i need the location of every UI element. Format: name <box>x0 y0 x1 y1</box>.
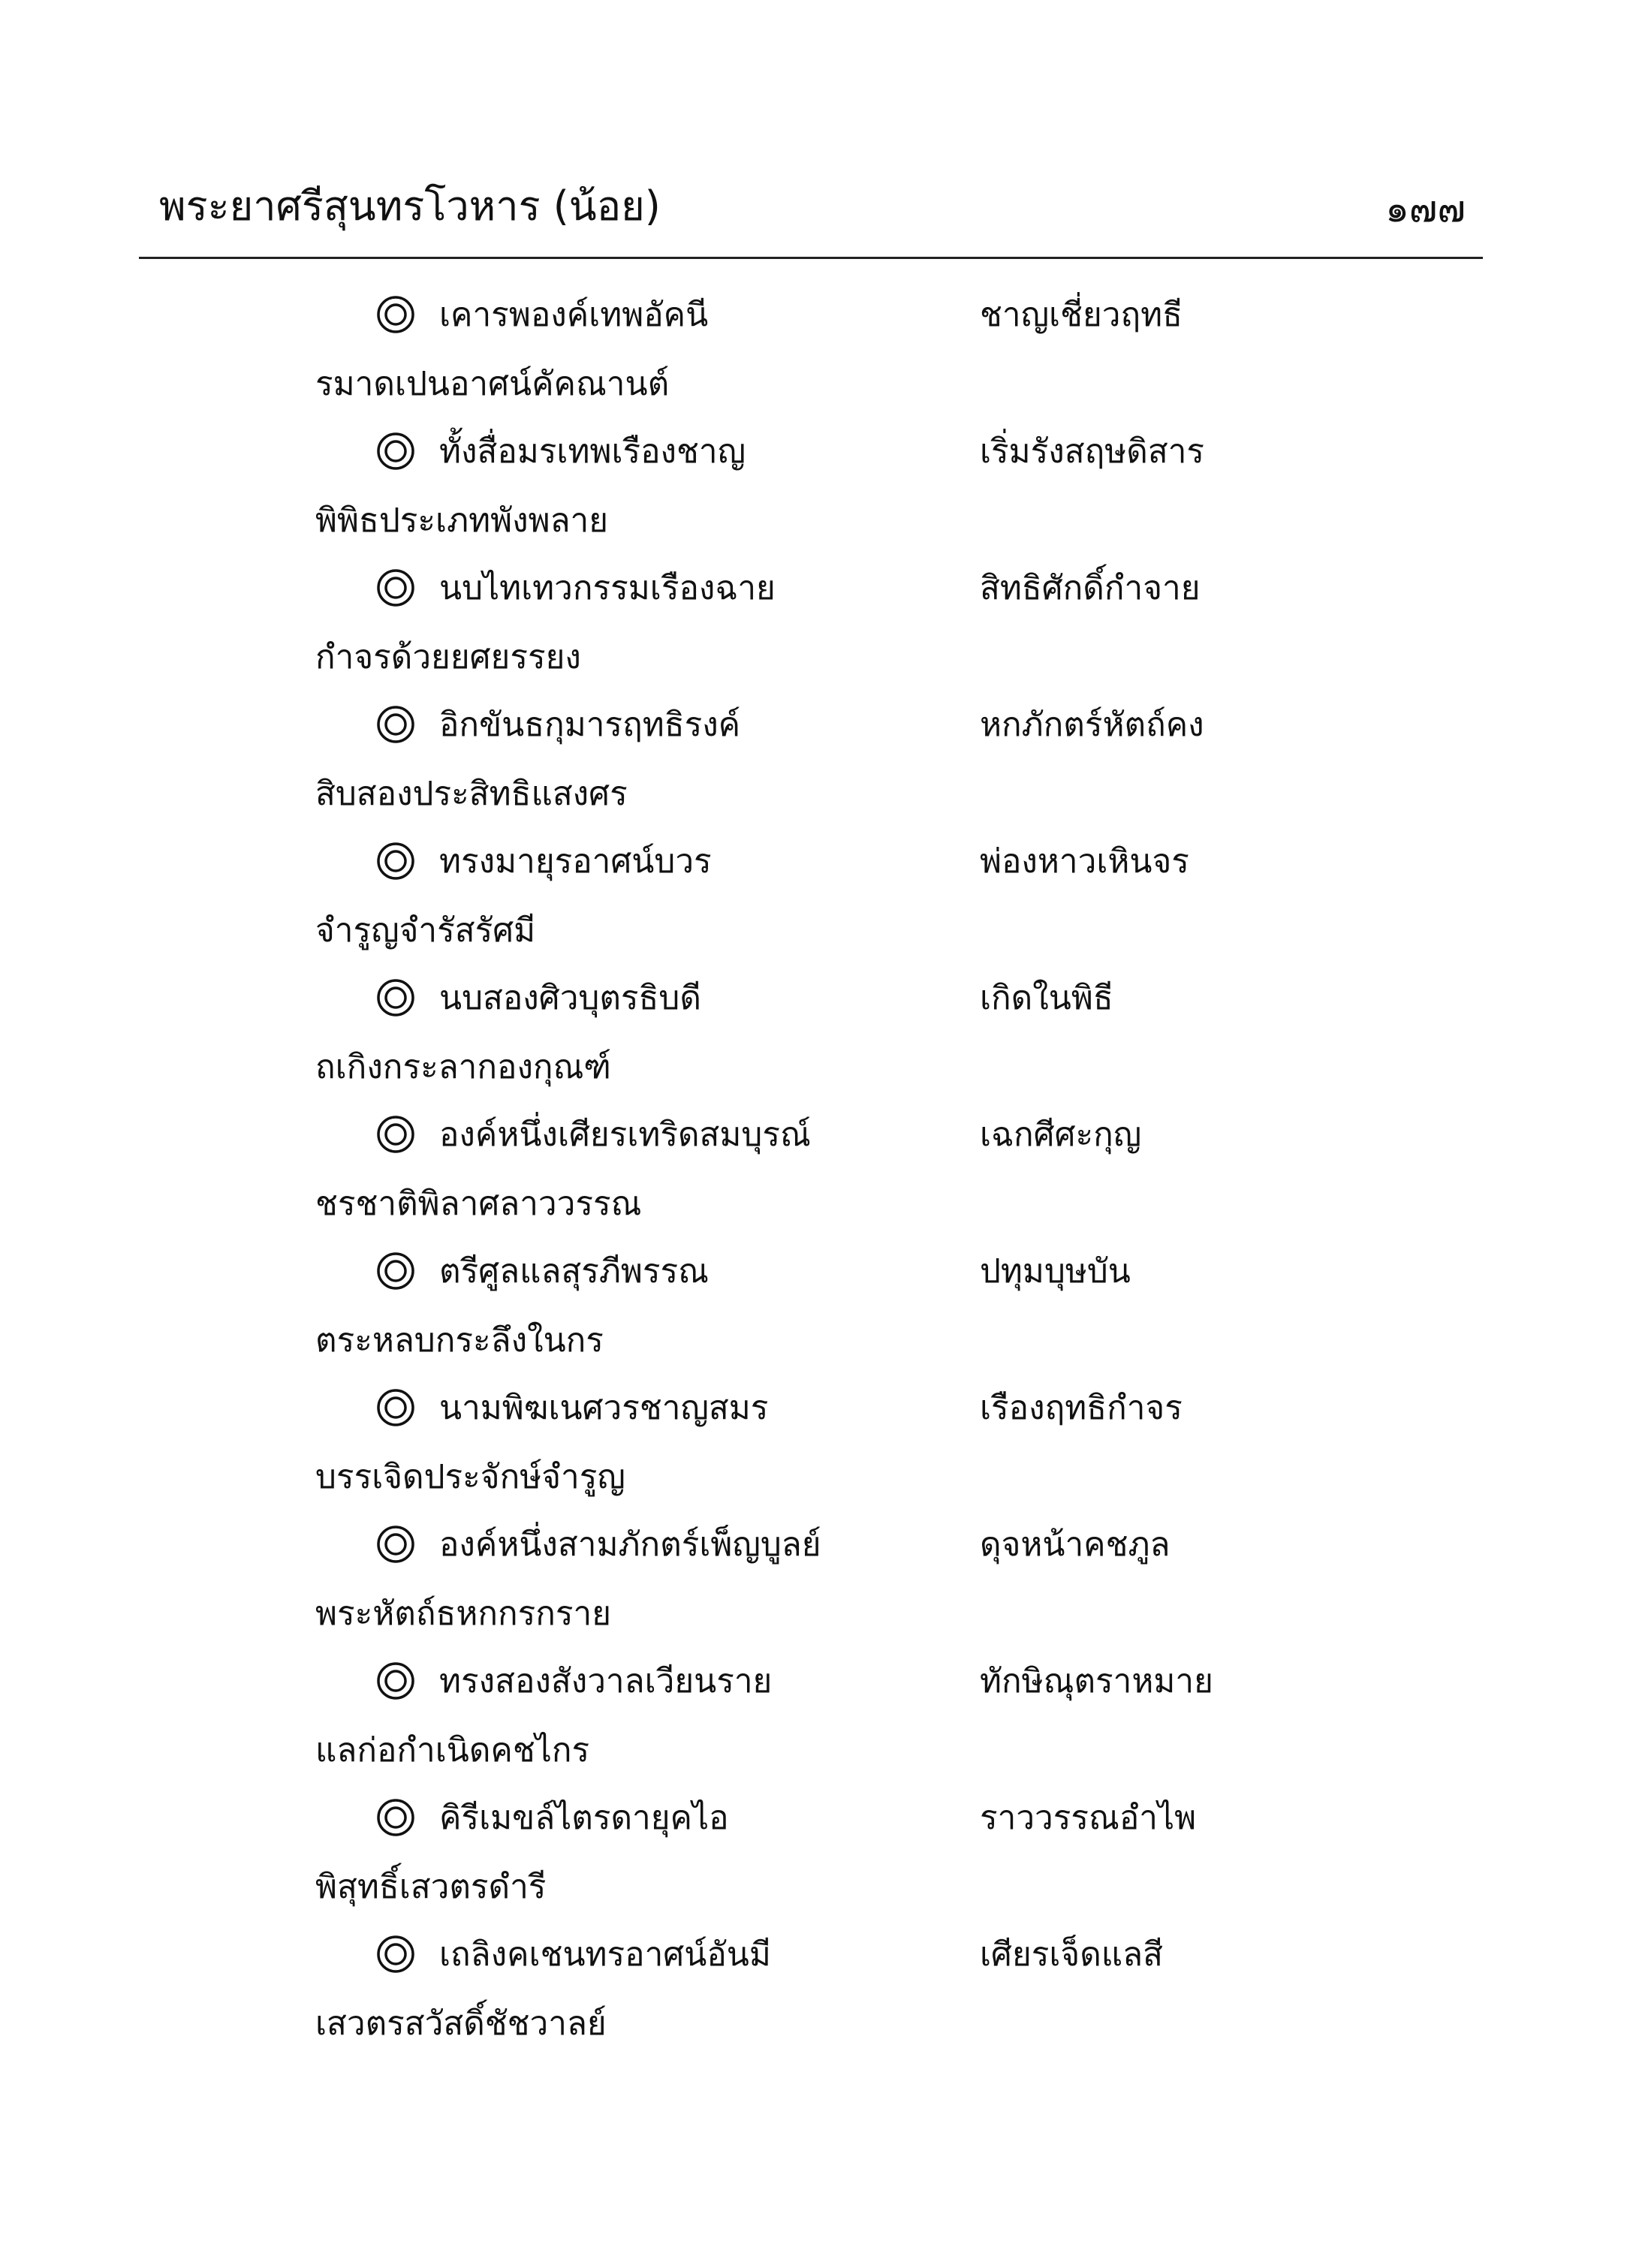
verse-continuation: แลก่อกำเนิดคชไกร <box>315 1731 590 1770</box>
stanza <box>0 1788 1627 1925</box>
verse-second-hemistich: ชาญเชี่ยวฤทธี <box>980 296 1183 334</box>
verse-first-hemistich: เคารพองค์เทพอัคนี <box>439 296 709 334</box>
bullseye-icon <box>375 841 416 881</box>
bullseye-icon <box>375 1797 416 1838</box>
stanza <box>0 832 1627 968</box>
bullseye-icon <box>375 1661 416 1701</box>
verse-continuation: จำรูญจำรัสรัศมี <box>315 911 536 950</box>
verse-line <box>0 1105 1627 1165</box>
verse-line <box>0 1788 1627 1848</box>
verse-line <box>0 285 1627 345</box>
verse-line <box>0 559 1627 619</box>
verse-second-hemistich: ดุจหน้าคชภูล <box>980 1526 1171 1564</box>
verse-continuation: ชรชาติพิลาศลาววรรณ <box>315 1185 642 1223</box>
stanza <box>0 1515 1627 1652</box>
verse-second-hemistich: เฉกศีศะกุญ <box>980 1116 1142 1154</box>
verse-continuation: เสวตรสวัสดิ์ชัชวาลย์ <box>315 2004 607 2043</box>
verse-continuation: พิสุทธิ์เสวตรดำรี <box>315 1868 547 1906</box>
verse-first-hemistich: องค์หนึ่งสามภักตร์เพ็ญบูลย์ <box>439 1526 821 1564</box>
verse-line <box>0 1925 1627 1985</box>
bullseye-icon <box>375 1251 416 1291</box>
verse-second-hemistich: ทักษิณุตราหมาย <box>980 1662 1213 1700</box>
verse-line <box>0 1515 1627 1575</box>
verse-first-hemistich: คิรีเมขล์ไตรดายุคไอ <box>439 1799 729 1837</box>
verse-continuation: รมาดเปนอาศน์คัคณานต์ <box>315 365 670 403</box>
bullseye-icon <box>375 431 416 471</box>
header-rule <box>139 257 1483 259</box>
verse-continuation: ตระหลบกระลึงในกร <box>315 1321 604 1360</box>
verse-first-hemistich: นบสองศิวบุตรธิบดี <box>439 979 701 1017</box>
verse-continuation: พิพิธประเภทพังพลาย <box>315 501 609 540</box>
verse-continuation: สิบสองประสิทธิแสงศร <box>315 775 628 813</box>
verse-first-hemistich: ทรงสองสังวาลเวียนราย <box>439 1662 773 1700</box>
verse-first-hemistich: เถลิงคเชนทรอาศน์อันมี <box>439 1935 771 1974</box>
running-header-title: พระยาศรีสุนทรโวหาร (น้อย) <box>159 182 661 230</box>
verse-continuation: บรรเจิดประจักษ์จำรูญ <box>315 1458 625 1496</box>
verse-first-hemistich: นบไทเทวกรรมเรืองฉาย <box>439 569 776 607</box>
verse-continuation: กำจรด้วยยศยรรยง <box>315 638 581 676</box>
bullseye-icon <box>375 568 416 608</box>
verse-second-hemistich: ราววรรณอำไพ <box>980 1799 1197 1837</box>
verse-continuation: พระหัตถ์ธหกกรกราย <box>315 1595 612 1633</box>
verse-second-hemistich: เกิดในพิธี <box>980 979 1113 1017</box>
bullseye-icon <box>375 1934 416 1974</box>
verse-line <box>0 968 1627 1029</box>
verse-second-hemistich: สิทธิศักดิ์กำจาย <box>980 569 1201 607</box>
stanza <box>0 968 1627 1105</box>
verse-first-hemistich: องค์หนึ่งเศียรเทริดสมบุรณ์ <box>439 1116 811 1154</box>
verse-second-hemistich: หกภักตร์หัตถ์คง <box>980 706 1204 744</box>
verse-continuation: ถเกิงกระลากองกุณฑ์ <box>315 1048 611 1086</box>
verse-line <box>0 1242 1627 1302</box>
verse-second-hemistich: ปทุมบุษบัน <box>980 1252 1131 1291</box>
verse-second-hemistich: เศียรเจ็ดแลสี <box>980 1935 1163 1974</box>
verse-second-hemistich: พ่องหาวเหินจร <box>980 842 1189 881</box>
verse-first-hemistich: ทรงมายุรอาศน์บวร <box>439 842 712 881</box>
verse-line <box>0 695 1627 755</box>
bullseye-icon <box>375 1524 416 1565</box>
verse-second-hemistich: เรืองฤทธิกำจร <box>980 1389 1183 1427</box>
verse-first-hemistich: อิกขันธกุมารฤทธิรงค์ <box>439 706 741 744</box>
page-number: ๑๗๗ <box>1385 187 1466 230</box>
verse-line <box>0 1378 1627 1438</box>
bullseye-icon <box>375 704 416 745</box>
stanza <box>0 695 1627 832</box>
verse-first-hemistich: ตรีศูลแลสุรภีพรรณ <box>439 1252 710 1291</box>
bullseye-icon <box>375 1114 416 1155</box>
bullseye-icon <box>375 294 416 335</box>
bullseye-icon <box>375 1387 416 1428</box>
verse-list <box>0 285 1627 2062</box>
verse-line <box>0 832 1627 892</box>
stanza <box>0 1242 1627 1378</box>
verse-line <box>0 1652 1627 1712</box>
stanza <box>0 1378 1627 1515</box>
stanza <box>0 1652 1627 1788</box>
stanza <box>0 422 1627 559</box>
verse-line <box>0 422 1627 482</box>
stanza <box>0 1925 1627 2062</box>
bullseye-icon <box>375 977 416 1018</box>
stanza <box>0 1105 1627 1242</box>
verse-second-hemistich: เริ่มรังสฤษดิสาร <box>980 432 1205 471</box>
stanza <box>0 559 1627 695</box>
stanza <box>0 285 1627 422</box>
verse-first-hemistich: นามพิฆเนศวรชาญสมร <box>439 1389 769 1427</box>
verse-first-hemistich: ทั้งสื่อมรเทพเรืองชาญ <box>439 432 746 471</box>
